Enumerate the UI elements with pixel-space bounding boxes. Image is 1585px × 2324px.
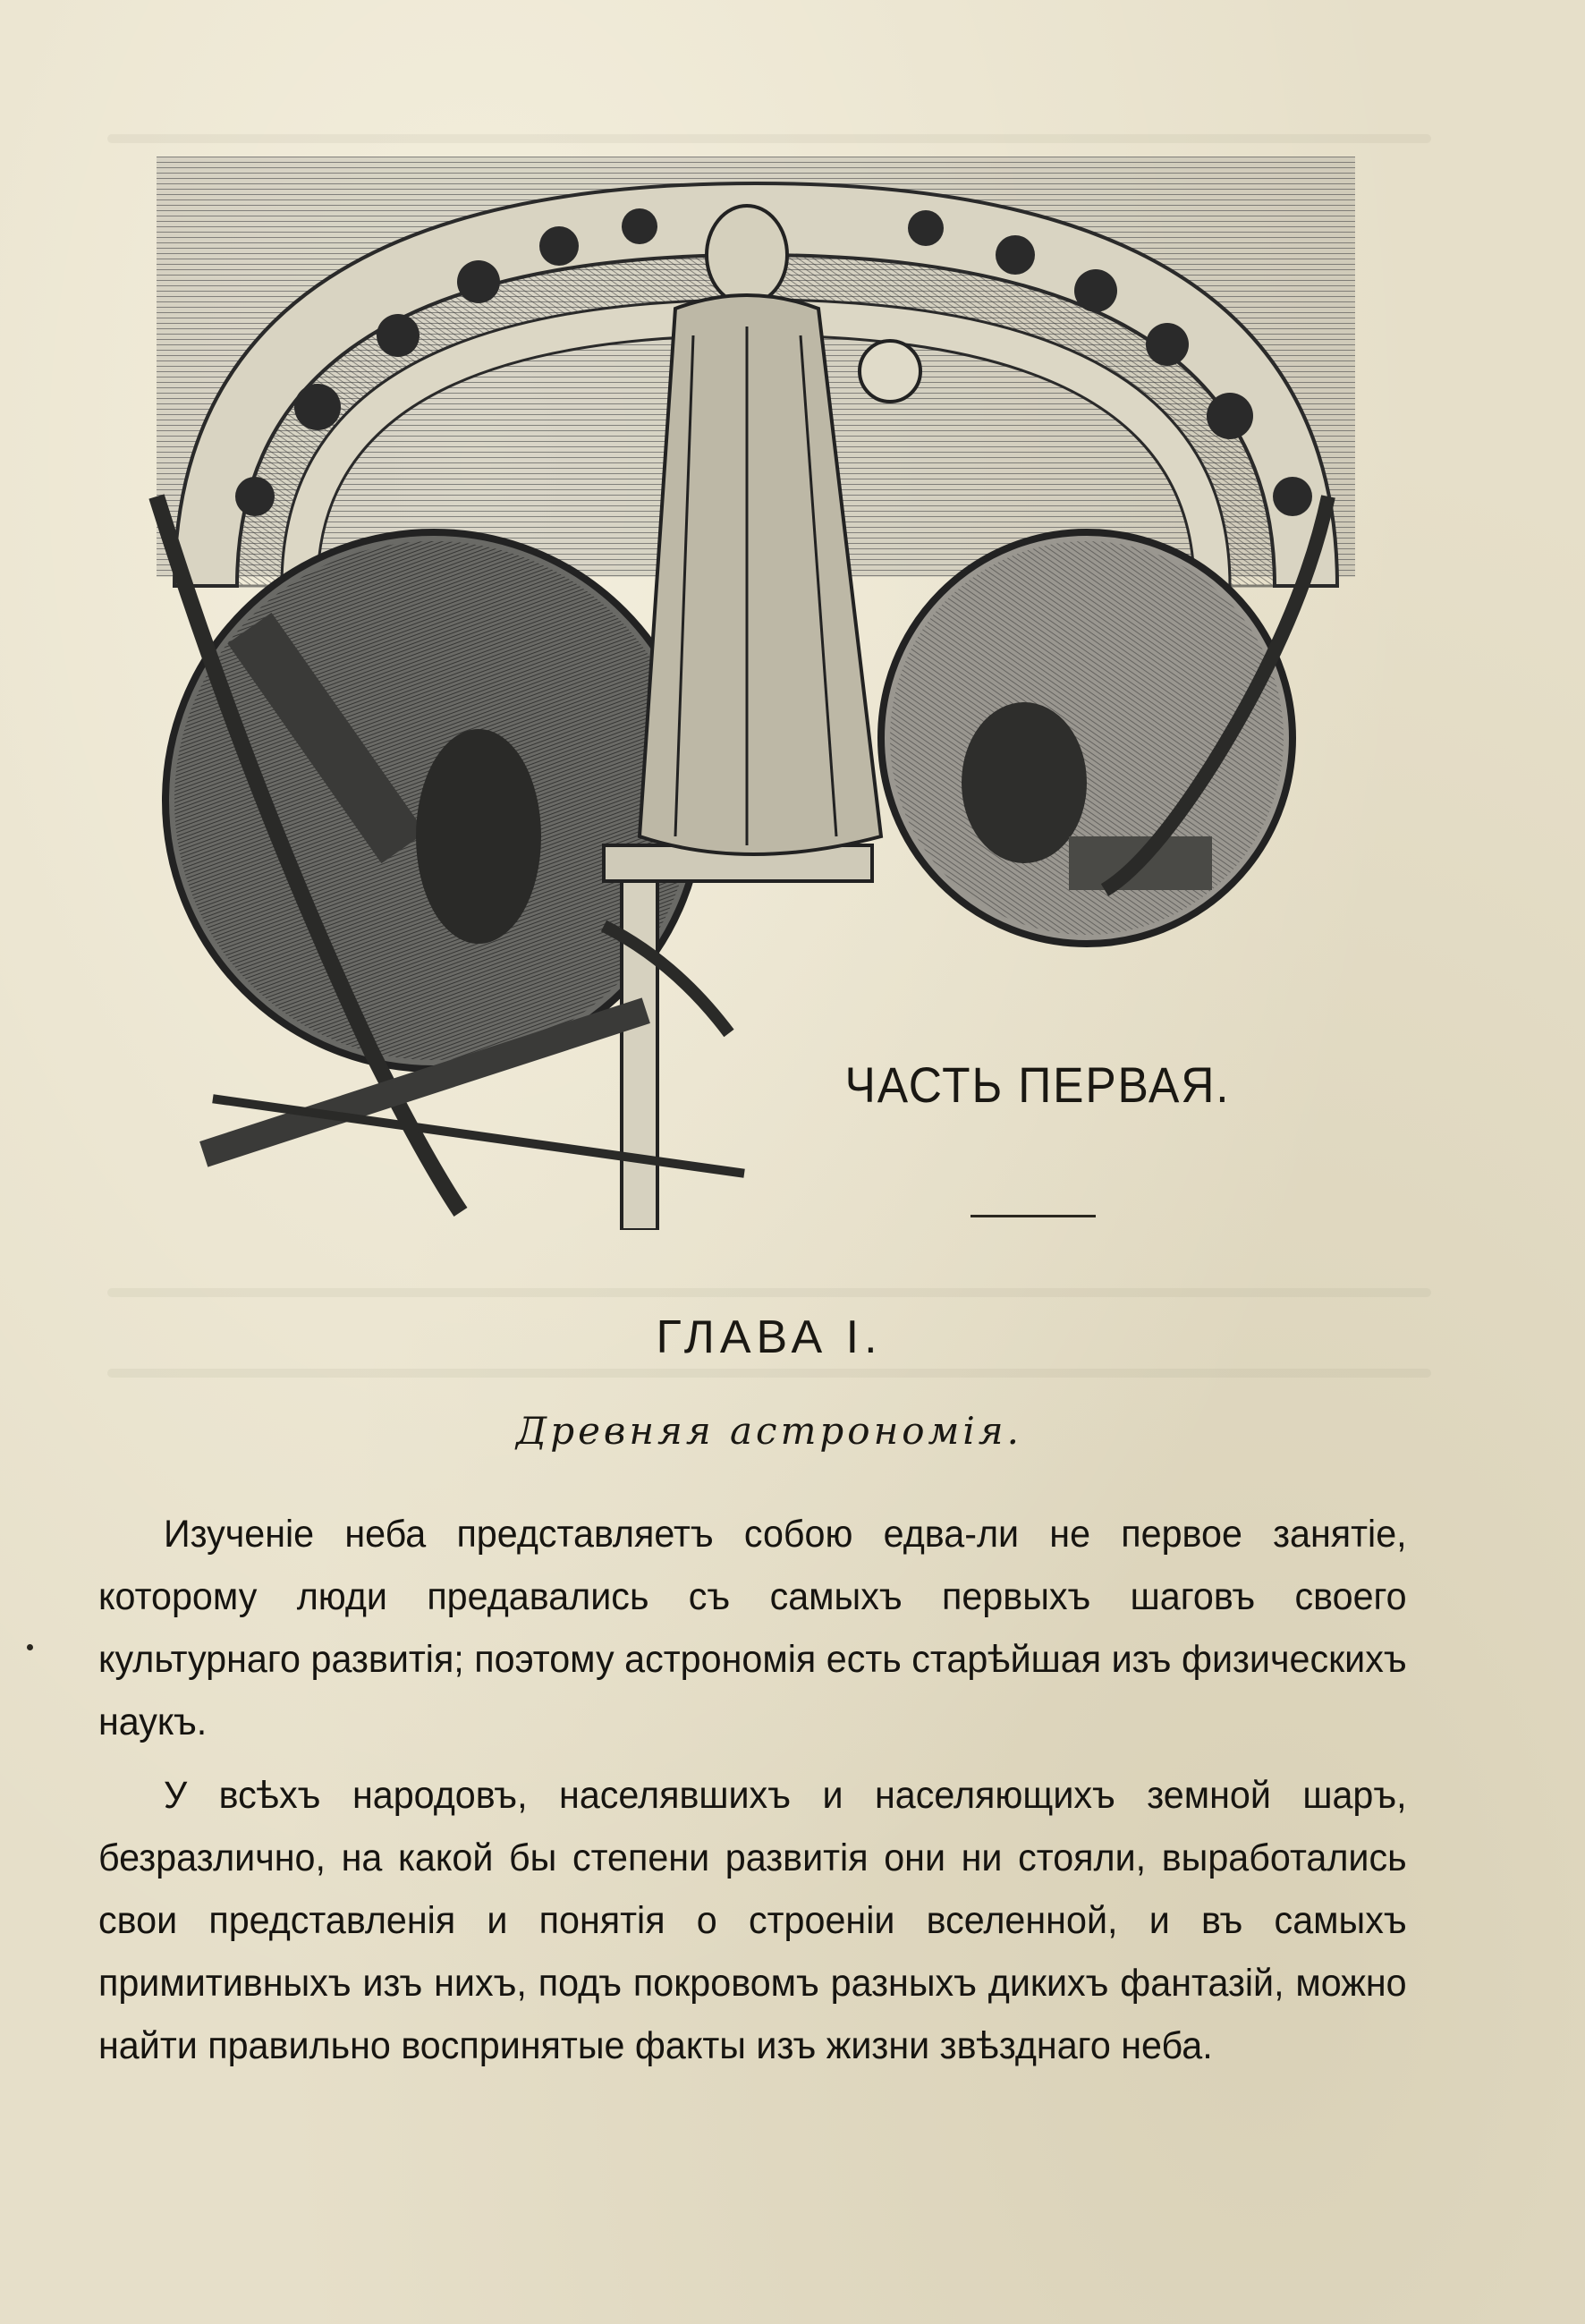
section-title: Древняя астрономія. <box>516 1409 1022 1453</box>
paragraph: У всѣхъ народовъ, населявшихъ и населяющихъ земной шаръ, безразлично, на какой бы степени развитія они ни стояли, выработались свои представленія и понятія о строеніи вселенной, и въ самыхъ примитивныхъ изъ нихъ, подъ покровомъ разныхъ дикихъ фантазій, можно найти правильно воспринятые факты изъ жизни звѣзднаго неба. <box>98 1774 1407 2067</box>
chapter-title: ГЛАВА I. <box>656 1311 883 1363</box>
bleed-through-line <box>107 134 1431 143</box>
bleed-through-line <box>107 1369 1431 1378</box>
body-text <box>98 1503 1409 2077</box>
title-rule <box>970 1215 1096 1217</box>
part-title: ЧАСТЬ ПЕРВАЯ. <box>844 1056 1231 1113</box>
ink-speck <box>27 1644 33 1650</box>
bleed-through-line <box>107 1288 1431 1297</box>
paragraph: Изученіе неба представляетъ собою едва-ли не первое занятіе, которому люди предавались съ самыхъ первыхъ шаговъ своего культурнаго развитія; поэтому астрономія есть старѣйшая изъ физическихъ наукъ. <box>98 1513 1407 1743</box>
